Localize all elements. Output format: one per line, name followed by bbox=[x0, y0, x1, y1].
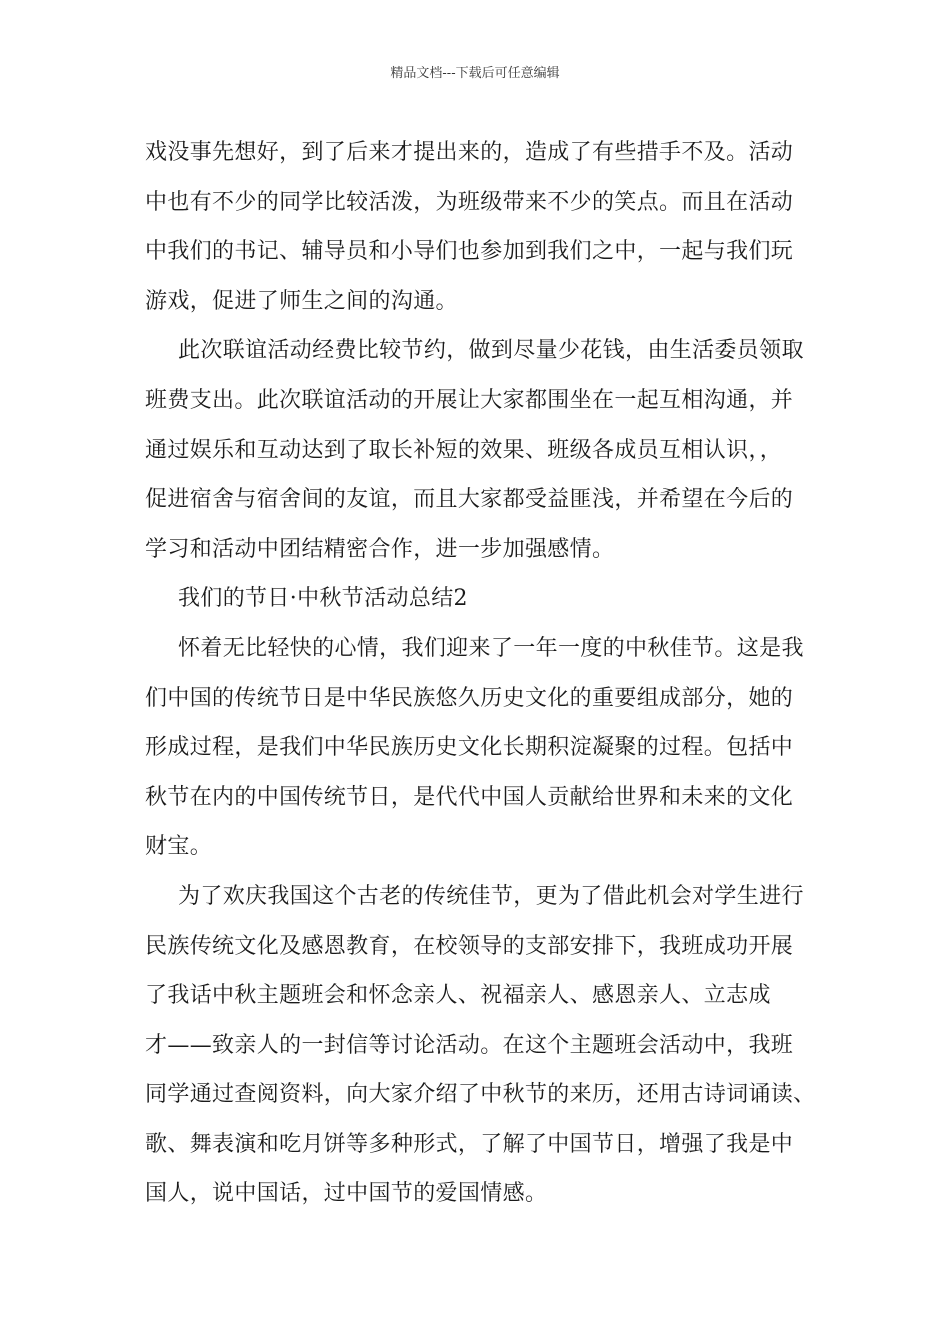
text-line: 戏没事先想好，到了后来才提出来的，造成了有些措手不及。活动 bbox=[145, 140, 794, 165]
text-line: 班费支出。此次联谊活动的开展让大家都围坐在一起互相沟通，并 bbox=[145, 387, 794, 413]
text-line: 秋节在内的中国传统节日，是代代中国人贡献给世界和未来的文化 bbox=[145, 784, 794, 810]
text-line: 中也有不少的同学比较活泼，为班级带来不少的笑点。而且在活动 bbox=[145, 189, 794, 215]
text-line: 通过娱乐和互动达到了取长补短的效果、班级各成员互相认识，， bbox=[145, 437, 783, 463]
text-line: 同学通过查阅资料，向大家介绍了中秋节的来历，还用古诗词诵读、 bbox=[145, 1082, 816, 1108]
text-line: 游戏，促进了师生之间的沟通。 bbox=[145, 288, 458, 314]
document-body bbox=[145, 128, 825, 1219]
text-line: 才——致亲人的一封信等讨论活动。在这个主题班会活动中，我班 bbox=[145, 1032, 794, 1058]
text-line: 民族传统文化及感恩教育，在校领导的支部安排下，我班成功开展 bbox=[145, 933, 794, 959]
text-line: 国人，说中国话，过中国节的爱国情感。 bbox=[145, 1181, 548, 1207]
text-line: 学习和活动中团结精密合作，进一步加强感情。 bbox=[145, 536, 615, 562]
text-line: 形成过程，是我们中华民族历史文化长期积淀凝聚的过程。包括中 bbox=[145, 735, 794, 761]
text-line: 财宝。 bbox=[145, 834, 213, 860]
text-line: 此次联谊活动经费比较节约，做到尽量少花钱，由生活委员领取 bbox=[178, 338, 804, 364]
page-header: 精品文档---下载后可任意编辑 bbox=[390, 66, 560, 81]
text-line: 们中国的传统节日是中华民族悠久历史文化的重要组成部分，她的 bbox=[145, 685, 794, 711]
text-line: 为了欢庆我国这个古老的传统佳节，更为了借此机会对学生进行 bbox=[178, 883, 804, 909]
text-line: 我们的节日·中秋节活动总结2 bbox=[178, 586, 468, 612]
text-line: 歌、舞表演和吃月饼等多种形式，了解了中国节日，增强了我是中 bbox=[145, 1131, 794, 1157]
text-line: 了我话中秋主题班会和怀念亲人、祝福亲人、感恩亲人、立志成 bbox=[145, 983, 771, 1009]
text-line: 怀着无比轻快的心情，我们迎来了一年一度的中秋佳节。这是我 bbox=[178, 635, 804, 661]
text-line: 促进宿舍与宿舍间的友谊，而且大家都受益匪浅，并希望在今后的 bbox=[145, 487, 794, 513]
text-line: 中我们的书记、辅导员和小导们也参加到我们之中，一起与我们玩 bbox=[145, 239, 794, 265]
